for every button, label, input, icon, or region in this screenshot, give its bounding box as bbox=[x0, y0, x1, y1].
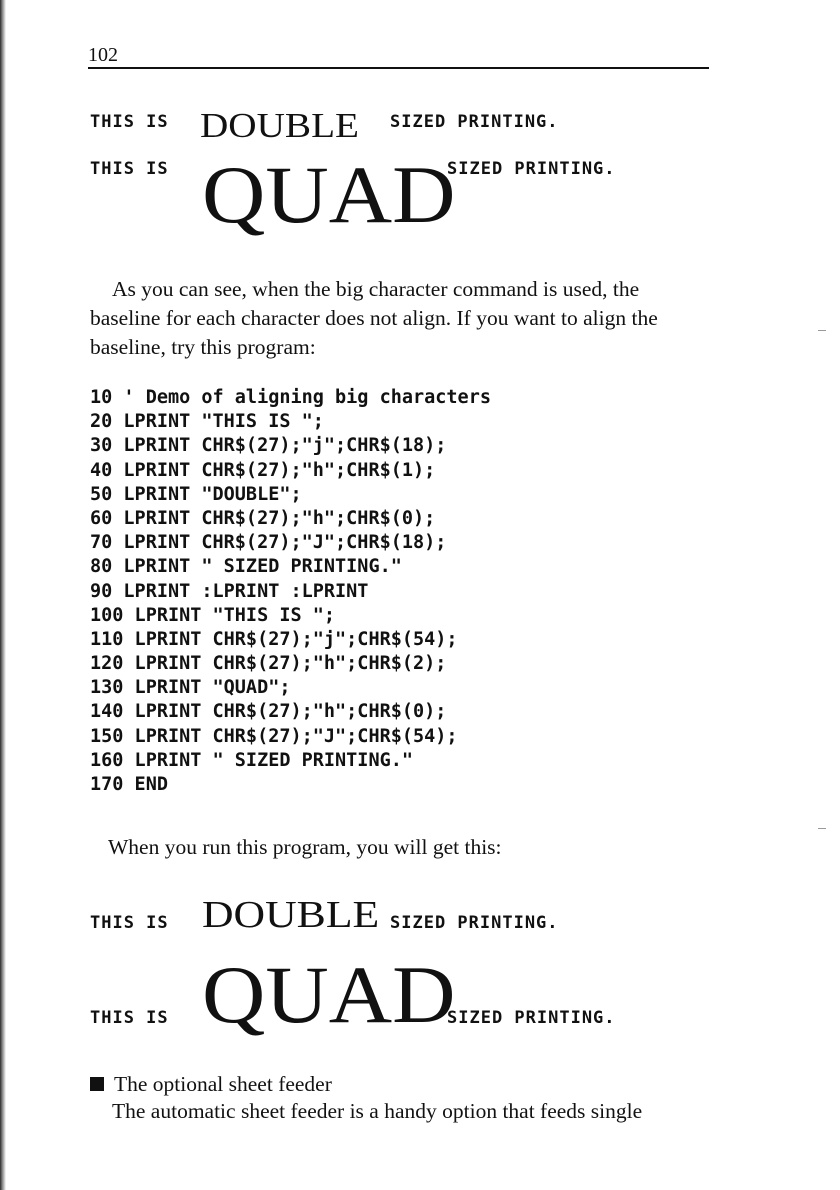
code-line: 10 ' Demo of aligning big characters bbox=[90, 387, 491, 408]
square-bullet-icon bbox=[90, 1077, 104, 1091]
sample1-quad-suffix: SIZED PRINTING. bbox=[447, 159, 616, 179]
code-line: 130 LPRINT "QUAD"; bbox=[90, 677, 291, 699]
result-intro: When you run this program, you will get this: bbox=[108, 835, 502, 859]
code-line: 80 LPRINT " SIZED PRINTING." bbox=[90, 556, 402, 578]
code-line: 40 LPRINT CHR$(27);"h";CHR$(1); bbox=[90, 459, 436, 481]
sample2-double-big: DOUBLE bbox=[202, 894, 380, 936]
code-line: 150 LPRINT CHR$(27);"J";CHR$(54); bbox=[90, 725, 458, 747]
sample1-quad-big: QUAD bbox=[202, 149, 456, 240]
sample1-double-big: DOUBLE bbox=[200, 106, 359, 145]
code-line: 100 LPRINT "THIS IS "; bbox=[90, 604, 336, 626]
page-number: 102 bbox=[88, 44, 118, 66]
code-line: 30 LPRINT CHR$(27);"j";CHR$(18); bbox=[90, 435, 447, 457]
code-line: 90 LPRINT :LPRINT :LPRINT bbox=[90, 580, 369, 602]
sample2-double-prefix: THIS IS bbox=[90, 913, 169, 933]
basic-program-listing bbox=[90, 386, 491, 797]
code-line: 60 LPRINT CHR$(27);"h";CHR$(0); bbox=[90, 507, 436, 529]
section-heading: The optional sheet feeder bbox=[90, 1072, 332, 1097]
code-line: 170 END bbox=[90, 774, 168, 795]
margin-mark bbox=[818, 330, 826, 331]
sample2-quad-suffix: SIZED PRINTING. bbox=[447, 1008, 616, 1028]
intro-paragraph: As you can see, when the big character command is used, the baseline for each character does not align. If you want to align the baseline, try this program: bbox=[90, 277, 658, 359]
code-line: 120 LPRINT CHR$(27);"h";CHR$(2); bbox=[90, 653, 447, 675]
section-text: The automatic sheet feeder is a handy option that feeds single bbox=[112, 1099, 643, 1123]
code-line: 110 LPRINT CHR$(27);"j";CHR$(54); bbox=[90, 628, 458, 650]
code-line: 50 LPRINT "DOUBLE"; bbox=[90, 483, 302, 505]
sample1-quad-prefix: THIS IS bbox=[90, 159, 169, 179]
sample2-quad-big: QUAD bbox=[202, 949, 456, 1040]
code-line: 20 LPRINT "THIS IS "; bbox=[90, 411, 324, 433]
code-line: 160 LPRINT " SIZED PRINTING." bbox=[90, 749, 414, 771]
code-line: 70 LPRINT CHR$(27);"J";CHR$(18); bbox=[90, 532, 447, 554]
sample1-double-suffix: SIZED PRINTING. bbox=[390, 112, 559, 132]
sample2-quad-prefix: THIS IS bbox=[90, 1008, 169, 1028]
sample2-double-suffix: SIZED PRINTING. bbox=[390, 913, 559, 933]
scan-edge bbox=[0, 0, 6, 1190]
header-rule bbox=[88, 67, 709, 69]
margin-mark bbox=[818, 828, 826, 829]
code-line: 140 LPRINT CHR$(27);"h";CHR$(0); bbox=[90, 701, 447, 723]
sample1-double-prefix: THIS IS bbox=[90, 112, 169, 132]
